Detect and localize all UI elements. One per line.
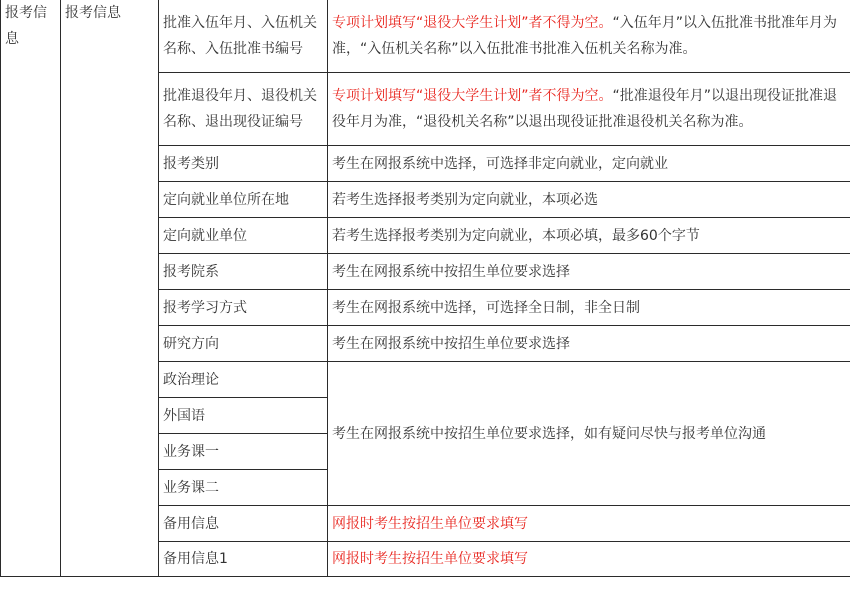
section-cell: 报考信息 — [1, 0, 61, 577]
description-cell: 网报时考生按招生单位要求填写 — [328, 506, 850, 542]
field-cell: 报考院系 — [159, 254, 328, 290]
field-cell: 业务课一 — [159, 434, 328, 470]
field-cell: 批准退役年月、退役机关名称、退出现役证编号 — [159, 73, 328, 146]
field-cell: 政治理论 — [159, 362, 328, 398]
field-cell: 备用信息1 — [159, 542, 328, 577]
subsection-cell: 报考信息 — [61, 0, 159, 577]
exam-subjects-description: 考生在网报系统中按招生单位要求选择，如有疑问尽快与报考单位沟通 — [328, 362, 850, 506]
field-cell: 报考学习方式 — [159, 290, 328, 326]
table-row — [1, 0, 850, 73]
description-cell: 考生在网报系统中选择，可选择非定向就业，定向就业 — [328, 146, 850, 182]
description-cell: 考生在网报系统中按招生单位要求选择 — [328, 326, 850, 362]
field-cell: 研究方向 — [159, 326, 328, 362]
field-cell: 外国语 — [159, 398, 328, 434]
field-cell: 批准入伍年月、入伍机关名称、入伍批准书编号 — [159, 0, 328, 73]
description-cell: 考生在网报系统中按招生单位要求选择 — [328, 254, 850, 290]
field-cell: 定向就业单位所在地 — [159, 182, 328, 218]
field-cell: 定向就业单位 — [159, 218, 328, 254]
field-cell: 备用信息 — [159, 506, 328, 542]
field-cell: 报考类别 — [159, 146, 328, 182]
description-text: “入伍年月”以入伍批准书批准年月为准，“入伍机关名称”以入伍批准书批准入伍机关名称为准。 — [332, 15, 838, 57]
description-cell: 考生在网报系统中选择，可选择全日制，非全日制 — [328, 290, 850, 326]
description-cell: 网报时考生按招生单位要求填写 — [328, 542, 850, 577]
required-note: 专项计划填写“退役大学生计划”者不得为空。 — [332, 88, 613, 104]
description-text: “批准退役年月”以退出现役证批准退役年月为准，“退役机关名称”以退出现役证批准退役机关名称为准。 — [332, 88, 838, 130]
description-cell: 若考生选择报考类别为定向就业，本项必填，最多60个字节 — [328, 218, 850, 254]
description-cell: 若考生选择报考类别为定向就业，本项必选 — [328, 182, 850, 218]
required-note: 专项计划填写“退役大学生计划”者不得为空。 — [332, 15, 613, 31]
description-cell — [328, 73, 850, 146]
description-cell — [328, 0, 850, 73]
field-cell: 业务课二 — [159, 470, 328, 506]
